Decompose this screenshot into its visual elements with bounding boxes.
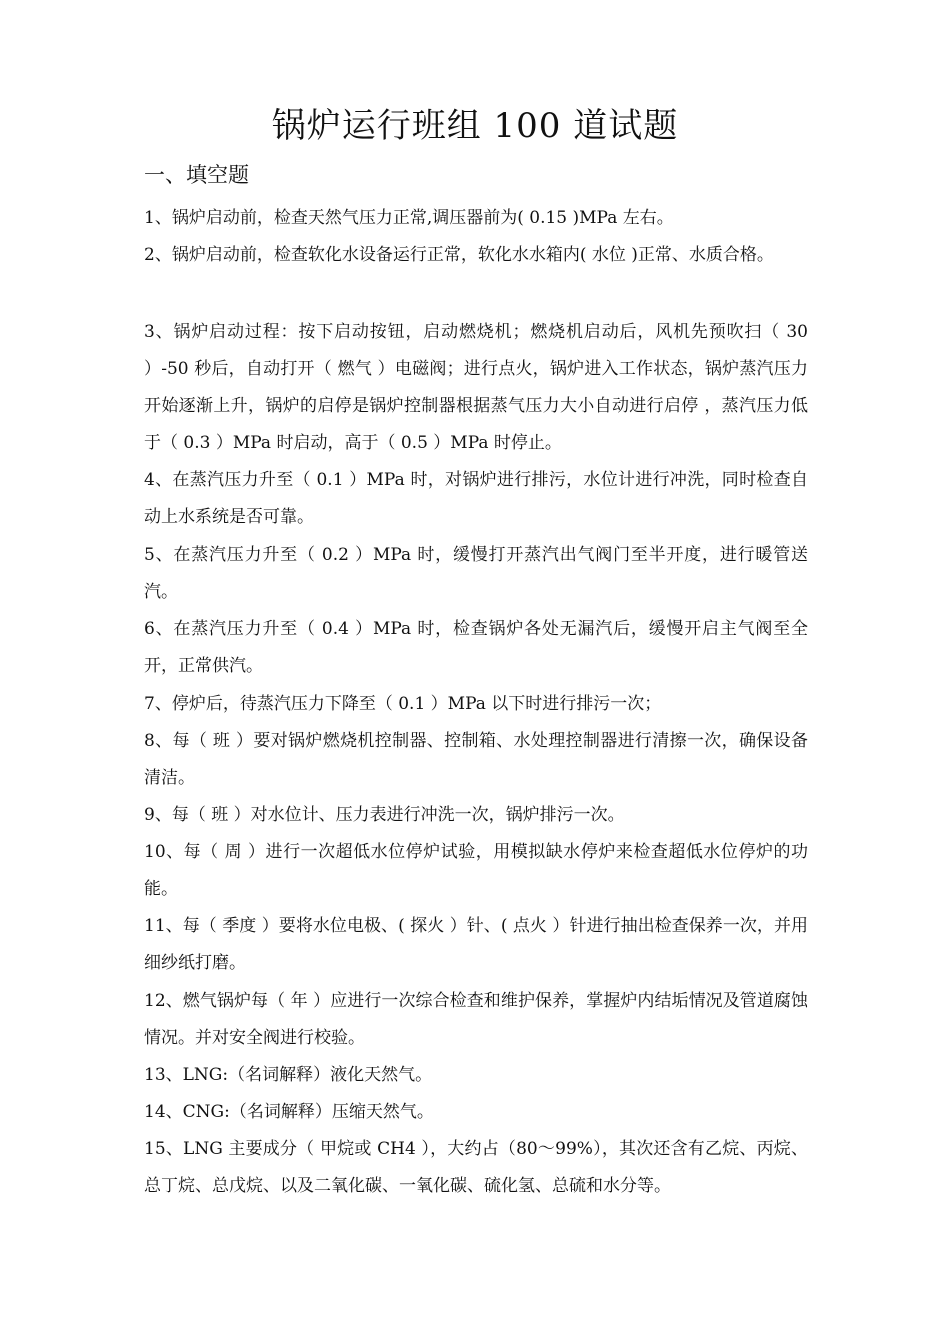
question-14: 14、CNG:（名词解释）压缩天然气。 — [144, 1102, 434, 1122]
question-1: 1、锅炉启动前，检查天然气压力正常,调压器前为( 0.15 )MPa 左右。 — [144, 208, 674, 228]
question-7: 7、停炉后，待蒸汽压力下降至（ 0.1 ）MPa 以下时进行排污一次； — [144, 694, 662, 714]
page-title: 锅炉运行班组 100 道试题 — [271, 106, 679, 146]
section-heading: 一、填空题 — [144, 163, 249, 187]
question-10: 10、每（ 周 ）进行一次超低水位停炉试验，用模拟缺水停炉来检查超低水位停炉的功能。 — [144, 842, 808, 899]
question-15: 15、LNG 主要成分（ 甲烷或 CH4 ），大约占（80～99%），其次还含有乙烷、丙烷、总丁烷、总戊烷、以及二氧化碳、一氧化碳、硫化氢、总硫和水分等。 — [144, 1139, 808, 1196]
question-9: 9、每（ 班 ）对水位计、压力表进行冲洗一次，锅炉排污一次。 — [144, 805, 625, 825]
question-6: 6、在蒸汽压力升至（ 0.4 ）MPa 时，检查锅炉各处无漏汽后，缓慢开启主气阀至全开，正常供汽。 — [144, 619, 808, 676]
question-2: 2、锅炉启动前，检查软化水设备运行正常，软化水水箱内( 水位 )正常、水质合格。 — [144, 245, 774, 265]
question-13: 13、LNG:（名词解释）液化天然气。 — [144, 1065, 433, 1085]
question-5: 5、在蒸汽压力升至（ 0.2 ）MPa 时，缓慢打开蒸汽出气阀门至半开度，进行暖管送汽。 — [144, 545, 808, 602]
question-4: 4、在蒸汽压力升至（ 0.1 ）MPa 时，对锅炉进行排污，水位计进行冲洗，同时检查自动上水系统是否可靠。 — [144, 470, 808, 527]
question-12: 12、燃气锅炉每（ 年 ）应进行一次综合检查和维护保养，掌握炉内结垢情况及管道腐蚀情况。并对安全阀进行校验。 — [144, 991, 808, 1048]
question-8: 8、每（ 班 ）要对锅炉燃烧机控制器、控制箱、水处理控制器进行清擦一次，确保设备清洁。 — [144, 731, 808, 788]
question-11: 11、每（ 季度 ）要将水位电极、( 探火 ）针、( 点火 ）针进行抽出检查保养一次，并用细纱纸打磨。 — [144, 916, 808, 973]
question-3: 3、锅炉启动过程：按下启动按钮，启动燃烧机；燃烧机启动后，风机先预吹扫（ 30 ）-50 秒后，自动打开（ 燃气 ）电磁阀；进行点火，锅炉进入工作状态，锅炉蒸汽压力开始逐渐上升，锅炉的启停是锅炉控制器根据蒸气压力大小自动进行启停 ，蒸汽压力低于（ 0.3 ）MPa 时启动，高于（ 0.5 ）MPa 时停止。 — [144, 322, 808, 453]
